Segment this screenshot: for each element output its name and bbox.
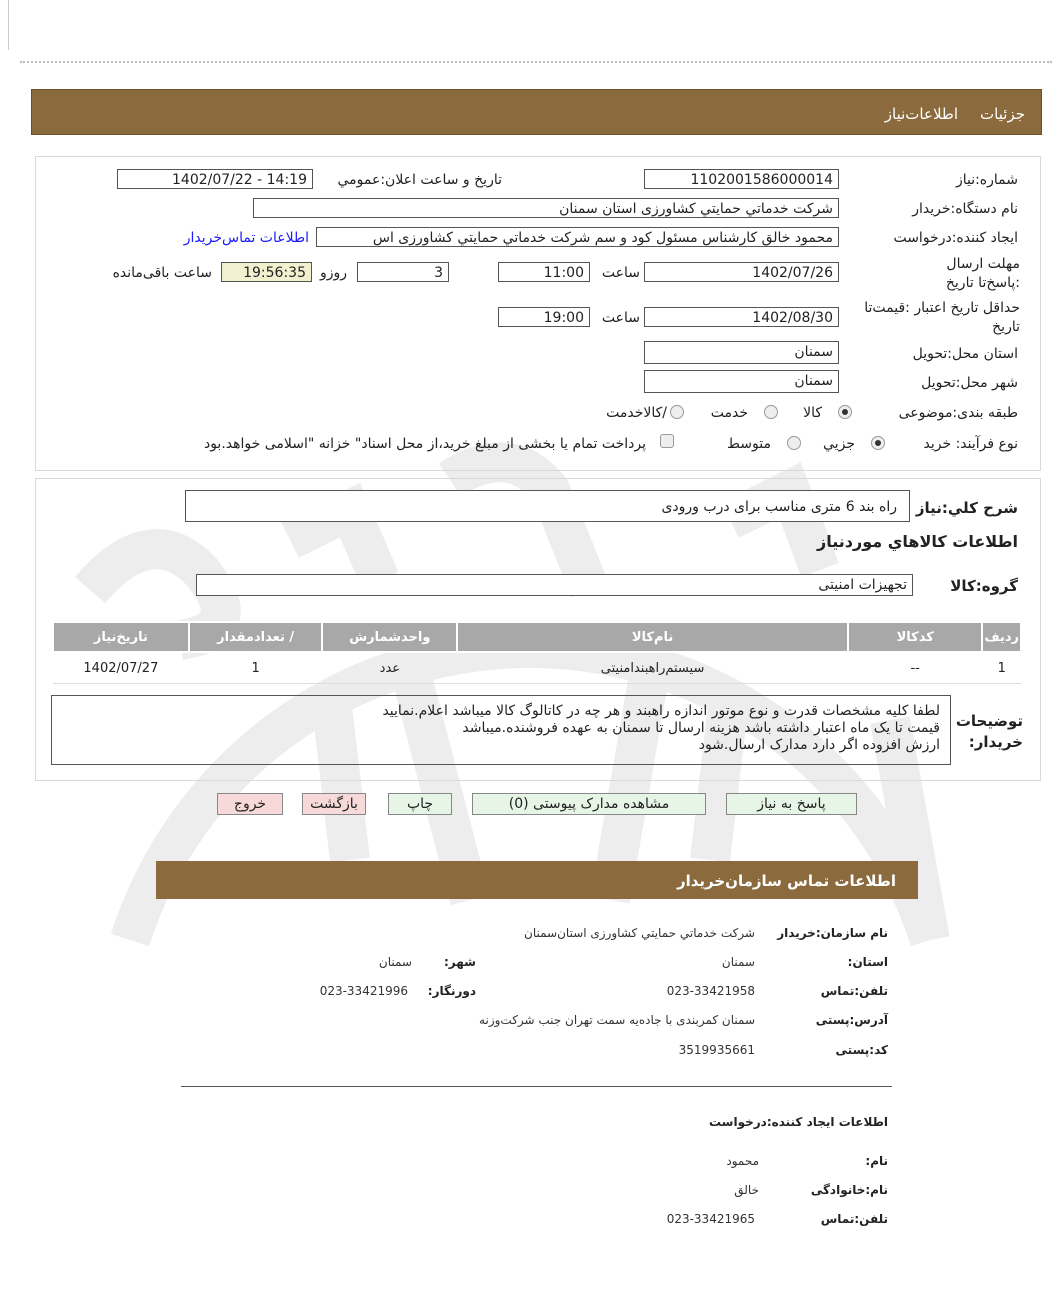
treasury-payment-checkbox[interactable] bbox=[660, 434, 674, 448]
category-service-label: خدمت bbox=[710, 405, 748, 421]
buyer-org-label: نام دستگاه:خریدار bbox=[912, 201, 1018, 217]
tab-need-info[interactable]: اطلاعات‌نیاز bbox=[884, 105, 958, 123]
col-qty-header: / تعدادمقدار bbox=[189, 622, 323, 652]
contact-address-value: سمنان کمربندی با جاده‌یه سمت تهران جنب شرکت‌وزنه bbox=[479, 1013, 755, 1027]
buyer-note-line: قیمت تا یک ماه اعتبار داشته باشد هزینه ارسال تا سمنان به عهده فروشنده.میباشد bbox=[462, 720, 940, 736]
category-service-radio[interactable] bbox=[764, 405, 778, 419]
creator-label: ایجاد کننده:درخواست bbox=[893, 230, 1018, 246]
col-unit-header: واحدشمارش bbox=[322, 622, 457, 652]
contact-postal-value: 3519935661 bbox=[678, 1043, 755, 1057]
contact-fax-value: 023-33421996 bbox=[319, 984, 408, 998]
col-name-header: نام‌کالا bbox=[457, 622, 848, 652]
goods-group-label: گروه:کالا bbox=[950, 577, 1018, 595]
col-date-header: تاریخ‌نیاز bbox=[53, 622, 189, 652]
contact-province-label: استان: bbox=[847, 955, 888, 969]
buyer-notes-box bbox=[51, 695, 951, 765]
buyer-note-line: لطفا کلیه مشخصات قدرت و نوع موتور اندازه راهبند و هر چه در کاتالوگ کالا میباشد اعلام.نمایید bbox=[382, 703, 940, 719]
buyer-contact-link[interactable]: اطلاعات تماس‌خریدار bbox=[183, 230, 309, 246]
goods-group-field: تجهیزات امنیتی bbox=[196, 574, 913, 596]
category-goods-label: کالا bbox=[803, 405, 822, 421]
province-label: استان محل:تحویل bbox=[912, 346, 1018, 362]
validity-label: حداقل تاریخ اعتبار :قیمت‌تا تاریخ bbox=[864, 300, 1020, 335]
summary-label: شرح کلي:نیاز bbox=[915, 499, 1018, 517]
cell-row: 1 bbox=[982, 652, 1021, 684]
creator-phone-value: 023-33421965 bbox=[666, 1212, 755, 1226]
city-label: شهر محل:تحویل bbox=[921, 375, 1018, 391]
announce-field: 1402/07/22 - 14:19 bbox=[117, 169, 313, 189]
validity-time-field: 19:00 bbox=[498, 307, 590, 327]
contact-postal-label: کد:پستی bbox=[835, 1043, 888, 1057]
summary-field: راه بند 6 متری مناسب برای درب ورودی bbox=[185, 490, 910, 522]
cell-code: -- bbox=[848, 652, 983, 684]
process-partial-label: جزیي bbox=[823, 436, 855, 452]
contact-city-value: سمنان bbox=[378, 955, 412, 969]
creator-field: محمود خالق کارشناس مسئول کود و سم شرکت خدماتي حمايتي کشاورزی اس bbox=[316, 227, 839, 247]
days-label: روزو bbox=[319, 265, 347, 281]
col-code-header: کدکالا bbox=[848, 622, 983, 652]
cell-date: 1402/07/27 bbox=[53, 652, 189, 684]
process-medium-radio[interactable] bbox=[787, 436, 801, 450]
buyer-org-field: شرکت خدماتي حمايتي کشاورزی استان سمنان bbox=[253, 198, 839, 218]
attachments-button[interactable]: مشاهده مدارک پیوستی (0) bbox=[472, 793, 706, 815]
validity-time-label: ساعت bbox=[601, 310, 640, 326]
need-number-field: 1102001586000014 bbox=[644, 169, 839, 189]
creator-family-label: نام:خانوادگی bbox=[810, 1183, 888, 1197]
contact-address-label: آدرس:پستی bbox=[815, 1013, 888, 1027]
creator-family-value: خالق bbox=[734, 1183, 759, 1197]
creator-info-title: اطلاعات ایجاد کننده:درخواست bbox=[708, 1115, 888, 1129]
col-row-header: ردیف bbox=[982, 622, 1021, 652]
exit-button[interactable]: خروج bbox=[217, 793, 283, 815]
cell-qty: 1 bbox=[189, 652, 323, 684]
buyer-notes-label: توضیحات خریدار: bbox=[955, 712, 1023, 751]
contact-title: اطلاعات تماس سازمان‌خریدار bbox=[676, 872, 896, 890]
days-field: 3 bbox=[357, 262, 449, 282]
contact-divider bbox=[181, 1086, 892, 1087]
deadline-date-field: 1402/07/26 bbox=[644, 262, 839, 282]
print-button[interactable]: چاپ bbox=[388, 793, 452, 815]
process-partial-radio[interactable] bbox=[871, 436, 885, 450]
category-label: طبقه بندی:موضوعی bbox=[898, 405, 1018, 421]
creator-name-value: محمود bbox=[726, 1154, 759, 1168]
validity-date-field: 1402/08/30 bbox=[644, 307, 839, 327]
announce-label: تاریخ و ساعت اعلان:عمومي bbox=[337, 172, 502, 188]
contact-phone-label: تلفن:تماس bbox=[820, 984, 888, 998]
deadline-label: مهلت ارسال :پاسخ‌تا تاریخ bbox=[945, 256, 1020, 291]
category-goods-radio[interactable] bbox=[838, 405, 852, 419]
contact-province-value: سمنان bbox=[721, 955, 755, 969]
process-label: نوع فرآیند: خرید bbox=[923, 436, 1018, 452]
category-goods-service-label: /کالاخدمت bbox=[606, 405, 667, 421]
creator-phone-label: تلفن:تماس bbox=[820, 1212, 888, 1226]
need-number-label: شماره:نیاز bbox=[955, 172, 1018, 188]
contact-phone-value: 023-33421958 bbox=[666, 984, 755, 998]
top-divider bbox=[8, 0, 9, 50]
goods-info-title: اطلاعات کالاهاي موردنياز bbox=[817, 532, 1018, 551]
contact-city-label: شهر: bbox=[444, 955, 476, 969]
province-field: سمنان bbox=[644, 341, 839, 364]
process-medium-label: متوسط bbox=[727, 436, 771, 452]
creator-name-label: نام: bbox=[865, 1154, 888, 1168]
remaining-time-field: 19:56:35 bbox=[221, 262, 312, 282]
treasury-payment-text: پرداخت تمام یا بخشی از مبلغ خرید،از محل اسناد" خزانه "اسلامی خواهد.بود bbox=[203, 436, 646, 452]
reply-button[interactable]: پاسخ به نیاز bbox=[726, 793, 857, 815]
contact-org-label: نام سازمان:خریدار bbox=[777, 926, 888, 940]
goods-table bbox=[52, 621, 1022, 684]
city-field: سمنان bbox=[644, 370, 839, 393]
deadline-time-field: 11:00 bbox=[498, 262, 590, 282]
top-dotted-divider bbox=[20, 61, 1052, 63]
remaining-label: ساعت باقی‌مانده bbox=[112, 265, 212, 281]
tab-details[interactable]: جزئیات bbox=[980, 105, 1025, 123]
category-goods-service-radio[interactable] bbox=[670, 405, 684, 419]
contact-fax-label: دورنگار: bbox=[427, 984, 476, 998]
buyer-note-line: ارزش افزوده اگر دارد مدارک ارسال.شود bbox=[698, 737, 940, 753]
back-button[interactable]: بازگشت bbox=[302, 793, 366, 815]
deadline-time-label: ساعت bbox=[601, 265, 640, 281]
goods-table-header bbox=[53, 622, 1021, 652]
table-row bbox=[53, 652, 1021, 684]
cell-name: سیستم‌راهبندامنیتی bbox=[457, 652, 848, 684]
cell-unit: عدد bbox=[322, 652, 457, 684]
contact-org-value: شرکت خدماتي حمايتي کشاورزی استان‌سمنان bbox=[524, 926, 755, 940]
